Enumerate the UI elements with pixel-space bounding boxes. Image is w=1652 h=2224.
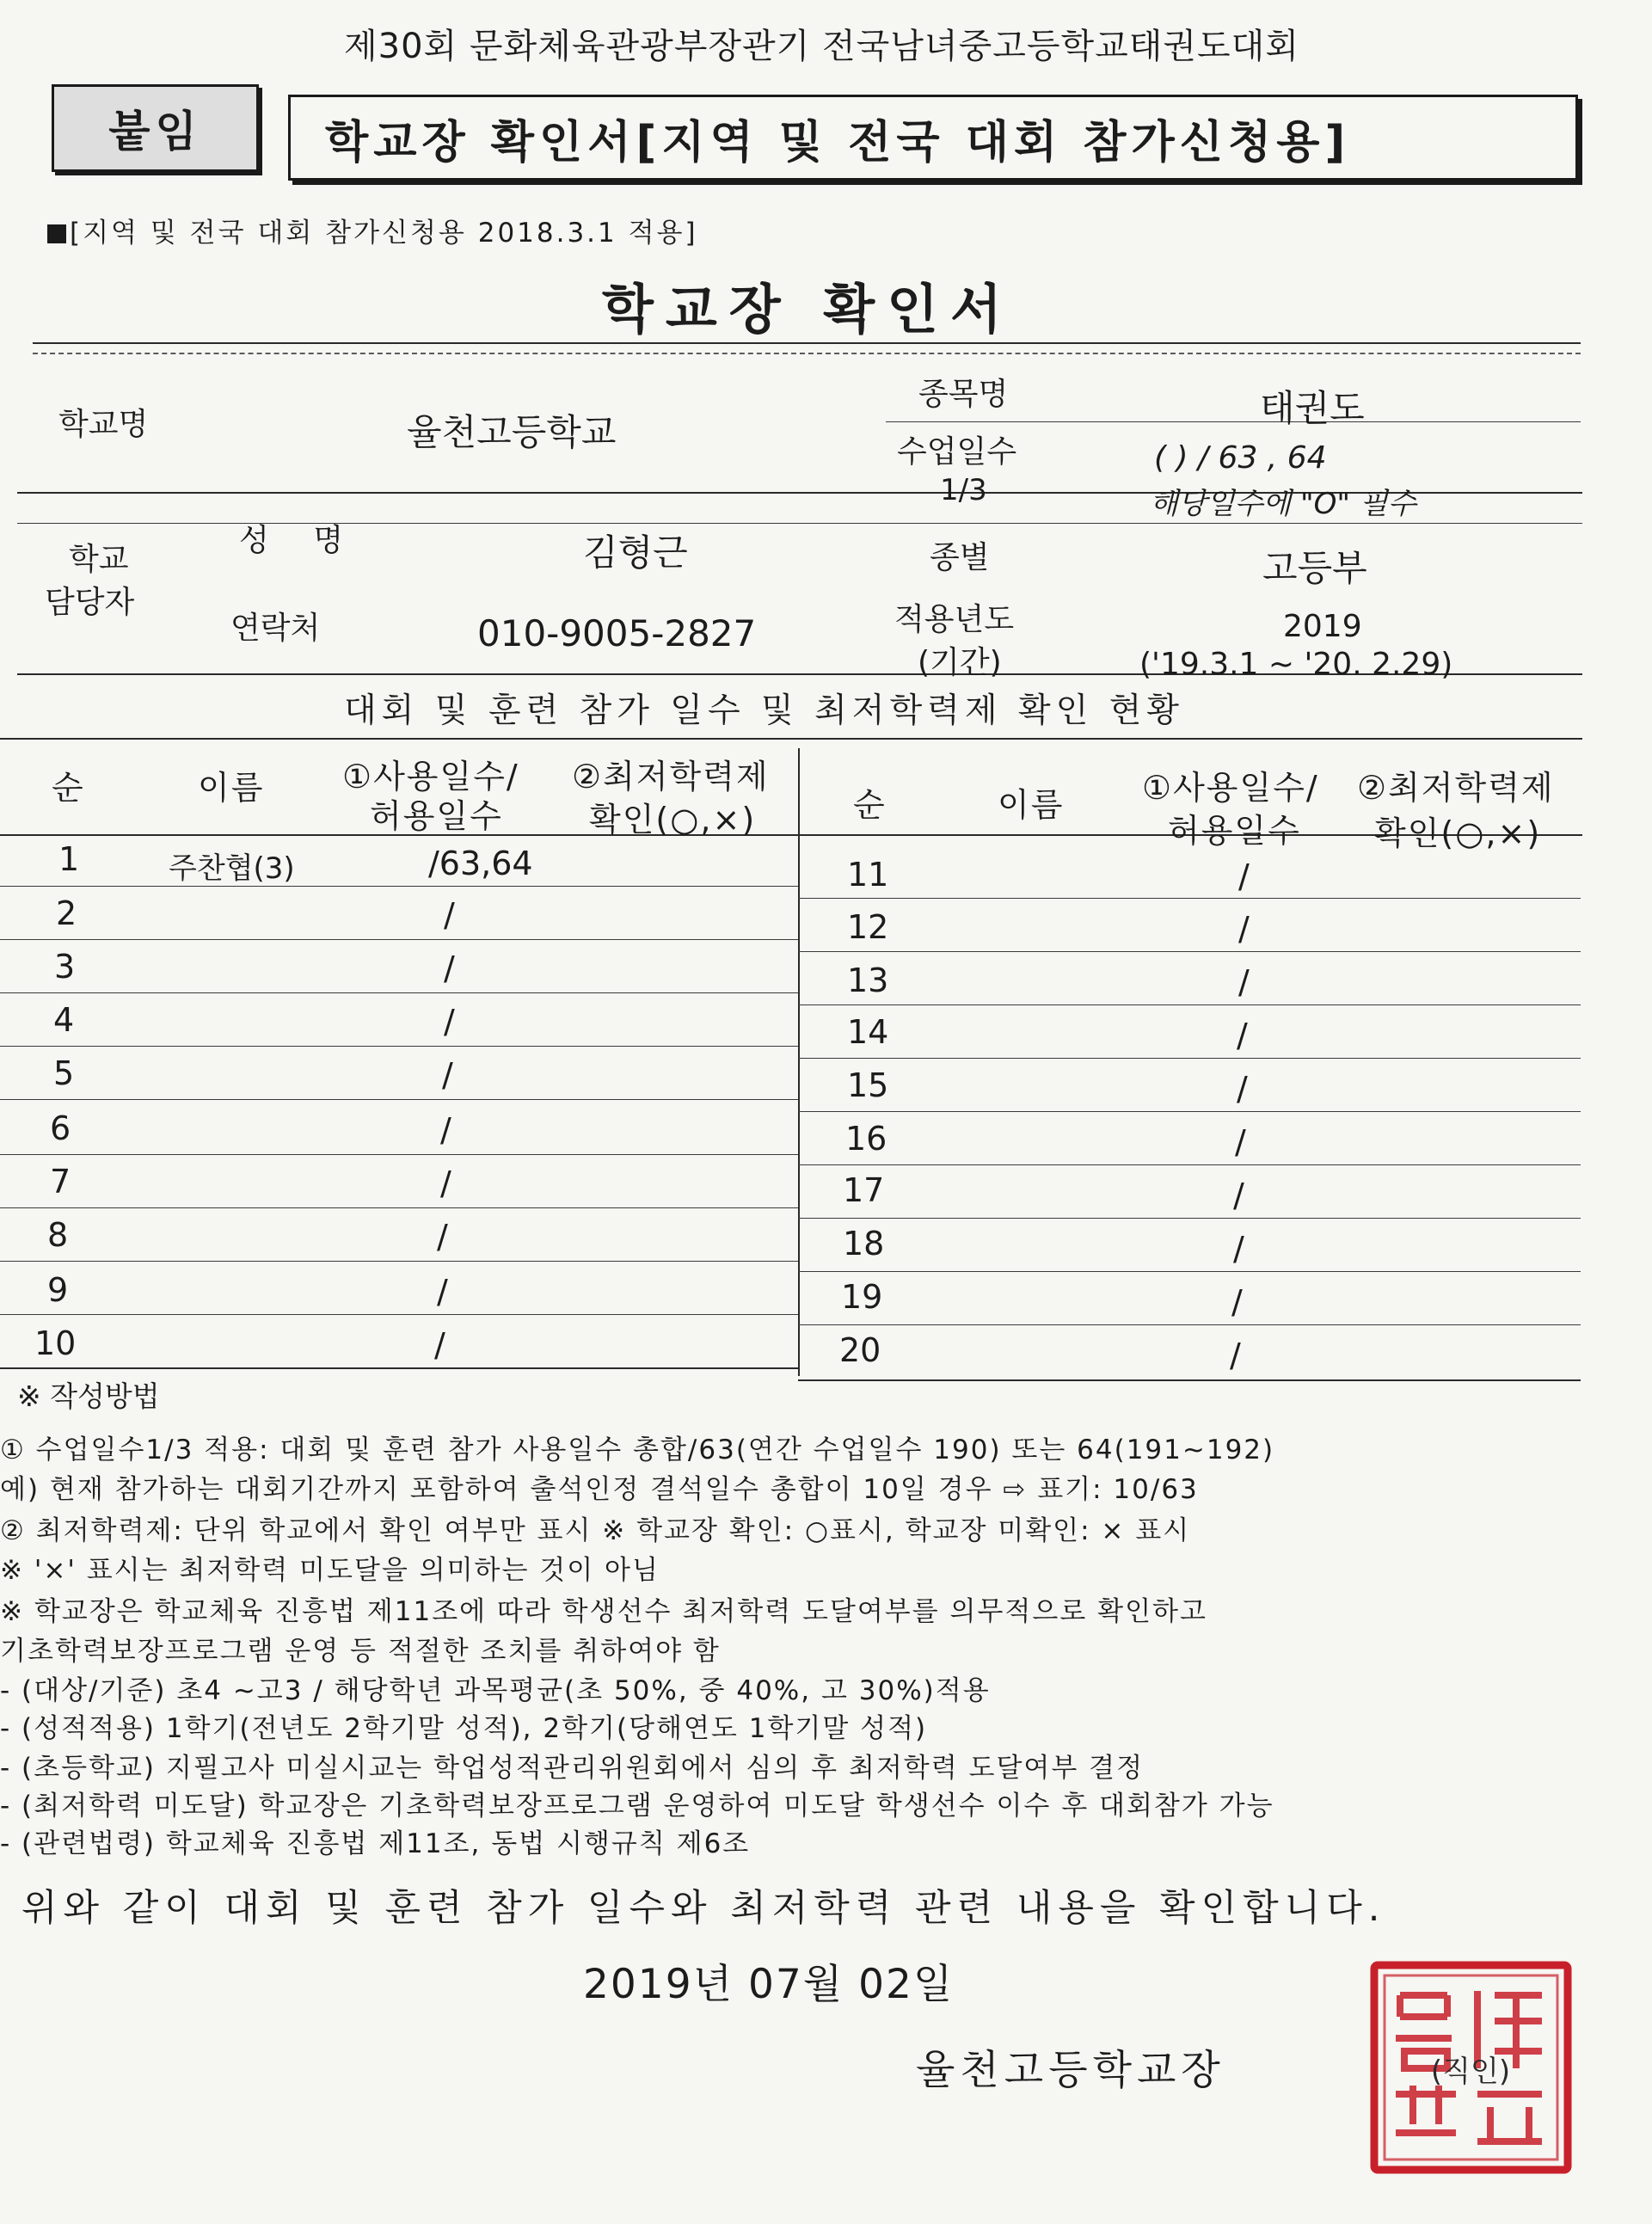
th-days-left-2: 허용일수	[370, 797, 503, 835]
row-no: 1	[58, 840, 80, 878]
row-no: 16	[845, 1120, 887, 1158]
row-days: /	[1238, 910, 1250, 948]
row-rule	[798, 1004, 1581, 1005]
row-days: /	[1238, 857, 1250, 895]
attach-label: 붙임	[108, 107, 202, 157]
th-name-left: 이름	[198, 769, 265, 807]
row-days: /	[442, 1056, 453, 1094]
row-no: 12	[847, 908, 889, 946]
table-divider	[798, 748, 800, 1376]
year-label: 적용년도	[894, 602, 1015, 637]
official-seal	[1366, 1957, 1576, 2178]
title-box-text: 학교장 확인서[지역 및 전국 대회 참가신청용]	[325, 116, 1351, 169]
instruction-line: 기초학력보장프로그램 운영 등 적절한 조치를 취하여야 함	[0, 1636, 721, 1667]
row-rule	[0, 1261, 798, 1262]
row-days: /	[440, 1111, 451, 1149]
confirm-statement: 위와 같이 대회 및 훈련 참가 일수와 최저학력 관련 내용을 확인합니다.	[21, 1887, 1386, 1930]
th-days-right-1: ①사용일수/	[1142, 769, 1319, 807]
classdays-fraction: 1/3	[940, 473, 987, 507]
instruction-line: - (관련법령) 학교체육 진흥법 제11조, 동법 시행규칙 제6조	[0, 1828, 751, 1859]
row-rule	[0, 1046, 798, 1047]
row-no: 15	[847, 1066, 889, 1104]
table-rule-top	[0, 738, 1582, 740]
row-rule	[798, 1164, 1581, 1165]
title-box	[288, 95, 1578, 181]
th-no-right: 순	[853, 786, 887, 824]
row-no: 10	[34, 1324, 77, 1362]
row-rule	[0, 1099, 798, 1100]
row-days: /	[444, 1003, 455, 1041]
row-no: 14	[847, 1013, 889, 1051]
section-title: 대회 및 훈련 참가 일수 및 최저학력제 확인 현황	[344, 691, 1184, 730]
attach-badge	[52, 84, 259, 172]
instructions-title: ※ 작성방법	[17, 1379, 160, 1413]
classdays-note: 해당일수에 "O" 필수	[1150, 487, 1416, 521]
row-days: /	[1237, 1070, 1248, 1108]
classdays-label: 수업일수	[897, 434, 1017, 470]
row-no: 13	[847, 961, 889, 999]
instruction-line: - (초등학교) 지필고사 미실시교는 학업성적관리위원회에서 심의 후 최저학력 도달여부 결정	[0, 1753, 1145, 1784]
row-no: 2	[56, 894, 77, 932]
division-label: 종별	[930, 540, 990, 575]
row-days: /	[1230, 1336, 1241, 1374]
instruction-line: - (성적적용) 1학기(전년도 2학기말 성적), 2학기(당해연도 1학기말 성적)	[0, 1713, 928, 1744]
row-rule	[798, 951, 1581, 952]
rule-top-dash	[33, 353, 1581, 354]
instruction-line: ※ '×' 표시는 최저학력 미도달을 의미하는 것이 아님	[0, 1555, 660, 1586]
row-days: /	[1237, 1017, 1248, 1054]
sport-value: 태권도	[1260, 387, 1365, 429]
instruction-line: - (최저학력 미도달) 학교장은 기초학력보장프로그램 운영하여 미도달 학생선수 이수 후 대회참가 가능	[0, 1791, 1274, 1822]
row-days: /	[1233, 1230, 1244, 1268]
row-rule	[0, 1207, 798, 1208]
row-rule	[798, 1271, 1581, 1272]
row-rule	[798, 1111, 1581, 1112]
row-rule	[798, 1324, 1581, 1325]
th-no-left: 순	[52, 769, 85, 807]
document-title: 학교장 확인서	[602, 278, 1014, 341]
row-days: /	[1231, 1283, 1243, 1321]
seal-icon	[1366, 1957, 1576, 2178]
row-no: 18	[843, 1225, 885, 1263]
row-days: /63,64	[428, 845, 533, 882]
manager-label-2: 담당자	[45, 585, 135, 620]
row-days: /	[440, 1164, 451, 1202]
th-name-right: 이름	[998, 786, 1065, 824]
note-line	[47, 211, 698, 249]
instruction-line: - (대상/기준) 초4 ~고3 / 해당학년 과목평균(초 50%, 중 40%, 고 30%)적용	[0, 1675, 991, 1706]
row-days: /	[1238, 963, 1250, 1001]
row-no: 5	[53, 1054, 75, 1092]
th-min-right-2: 확인(○,×)	[1374, 814, 1542, 852]
row-no: 4	[53, 1001, 75, 1039]
rule-sport	[886, 421, 1581, 422]
row-no: 19	[841, 1278, 883, 1316]
row-rule	[798, 898, 1581, 899]
row-rule	[0, 1154, 798, 1155]
th-days-left-1: ①사용일수/	[342, 758, 519, 796]
contact-label: 연락처	[230, 611, 321, 646]
sport-label: 종목명	[918, 377, 1009, 412]
principal-name: 율천고등학교장	[916, 2047, 1225, 2094]
table-rule-head	[0, 834, 1582, 836]
row-rule-bottom	[0, 1367, 798, 1369]
instruction-line: ② 최저학력제: 단위 학교에서 확인 여부만 표시 ※ 학교장 확인: ○표시, 학교장 미확인: × 표시	[0, 1515, 1191, 1546]
year-value: 2019	[1283, 609, 1362, 644]
row-days: /	[444, 896, 455, 934]
row-days: /	[1235, 1123, 1246, 1161]
row-no: 11	[847, 856, 889, 894]
year-label-2: (기간)	[918, 645, 1002, 680]
svg-text:(직인): (직인)	[1430, 2055, 1511, 2089]
row-days: /	[444, 949, 455, 987]
instruction-line: 예) 현재 참가하는 대회기간까지 포함하여 출석인정 결석일수 총합이 10일 경우 ⇨ 표기: 10/63	[0, 1474, 1199, 1505]
row-days: /	[434, 1326, 445, 1364]
row-days: /	[1233, 1177, 1244, 1214]
instruction-line: ① 수업일수1/3 적용: 대회 및 훈련 참가 사용일수 총합/63(연간 수업일수 190) 또는 64(191~192)	[0, 1435, 1275, 1465]
contact-value: 010-9005-2827	[477, 612, 757, 654]
manager-label-1: 학교	[69, 542, 129, 577]
row-days: /	[437, 1273, 448, 1311]
row-rule-bottom	[798, 1379, 1581, 1381]
row-no: 6	[50, 1109, 71, 1147]
row-no: 17	[843, 1171, 885, 1209]
row-no: 9	[47, 1271, 69, 1309]
header-title: 제30회 문화체육관광부장관기 전국남녀중고등학교태권도대회	[344, 27, 1299, 66]
th-min-right-1: ②최저학력제	[1357, 769, 1555, 807]
note-text: [지역 및 전국 대회 참가신청용 2018.3.1 적용]	[70, 218, 698, 249]
row-no: 20	[839, 1331, 881, 1369]
row-rule	[0, 992, 798, 993]
row-rule	[0, 939, 798, 940]
row-rule	[798, 1218, 1581, 1219]
th-days-right-2: 허용일수	[1168, 812, 1301, 850]
row-no: 8	[47, 1216, 69, 1254]
row-no: 7	[50, 1163, 71, 1201]
school-label: 학교명	[58, 407, 149, 442]
row-name: 주찬협(3)	[169, 851, 295, 886]
th-min-left-1: ②최저학력제	[572, 758, 770, 796]
year-period: ('19.3.1 ~ '20. 2.29)	[1139, 647, 1453, 682]
classdays-value: ( ) / 63 , 64	[1154, 440, 1327, 476]
row-rule	[798, 1058, 1581, 1059]
square-bullet-icon	[47, 224, 66, 243]
row-days: /	[437, 1218, 448, 1256]
name-label: 성 명	[239, 523, 360, 558]
th-min-left-2: 확인(○,×)	[589, 801, 757, 839]
school-value: 율천고등학교	[407, 411, 617, 453]
row-rule	[0, 886, 798, 887]
instruction-line: ※ 학교장은 학교체육 진흥법 제11조에 따라 학생선수 최저학력 도달여부를 의무적으로 확인하고	[0, 1596, 1207, 1627]
row-rule	[0, 1314, 798, 1315]
rule-top	[33, 342, 1581, 344]
row-no: 3	[54, 948, 76, 986]
issue-date: 2019년 07월 02일	[583, 1961, 955, 2008]
division-value: 고등부	[1262, 547, 1367, 589]
name-value: 김형근	[583, 531, 688, 574]
